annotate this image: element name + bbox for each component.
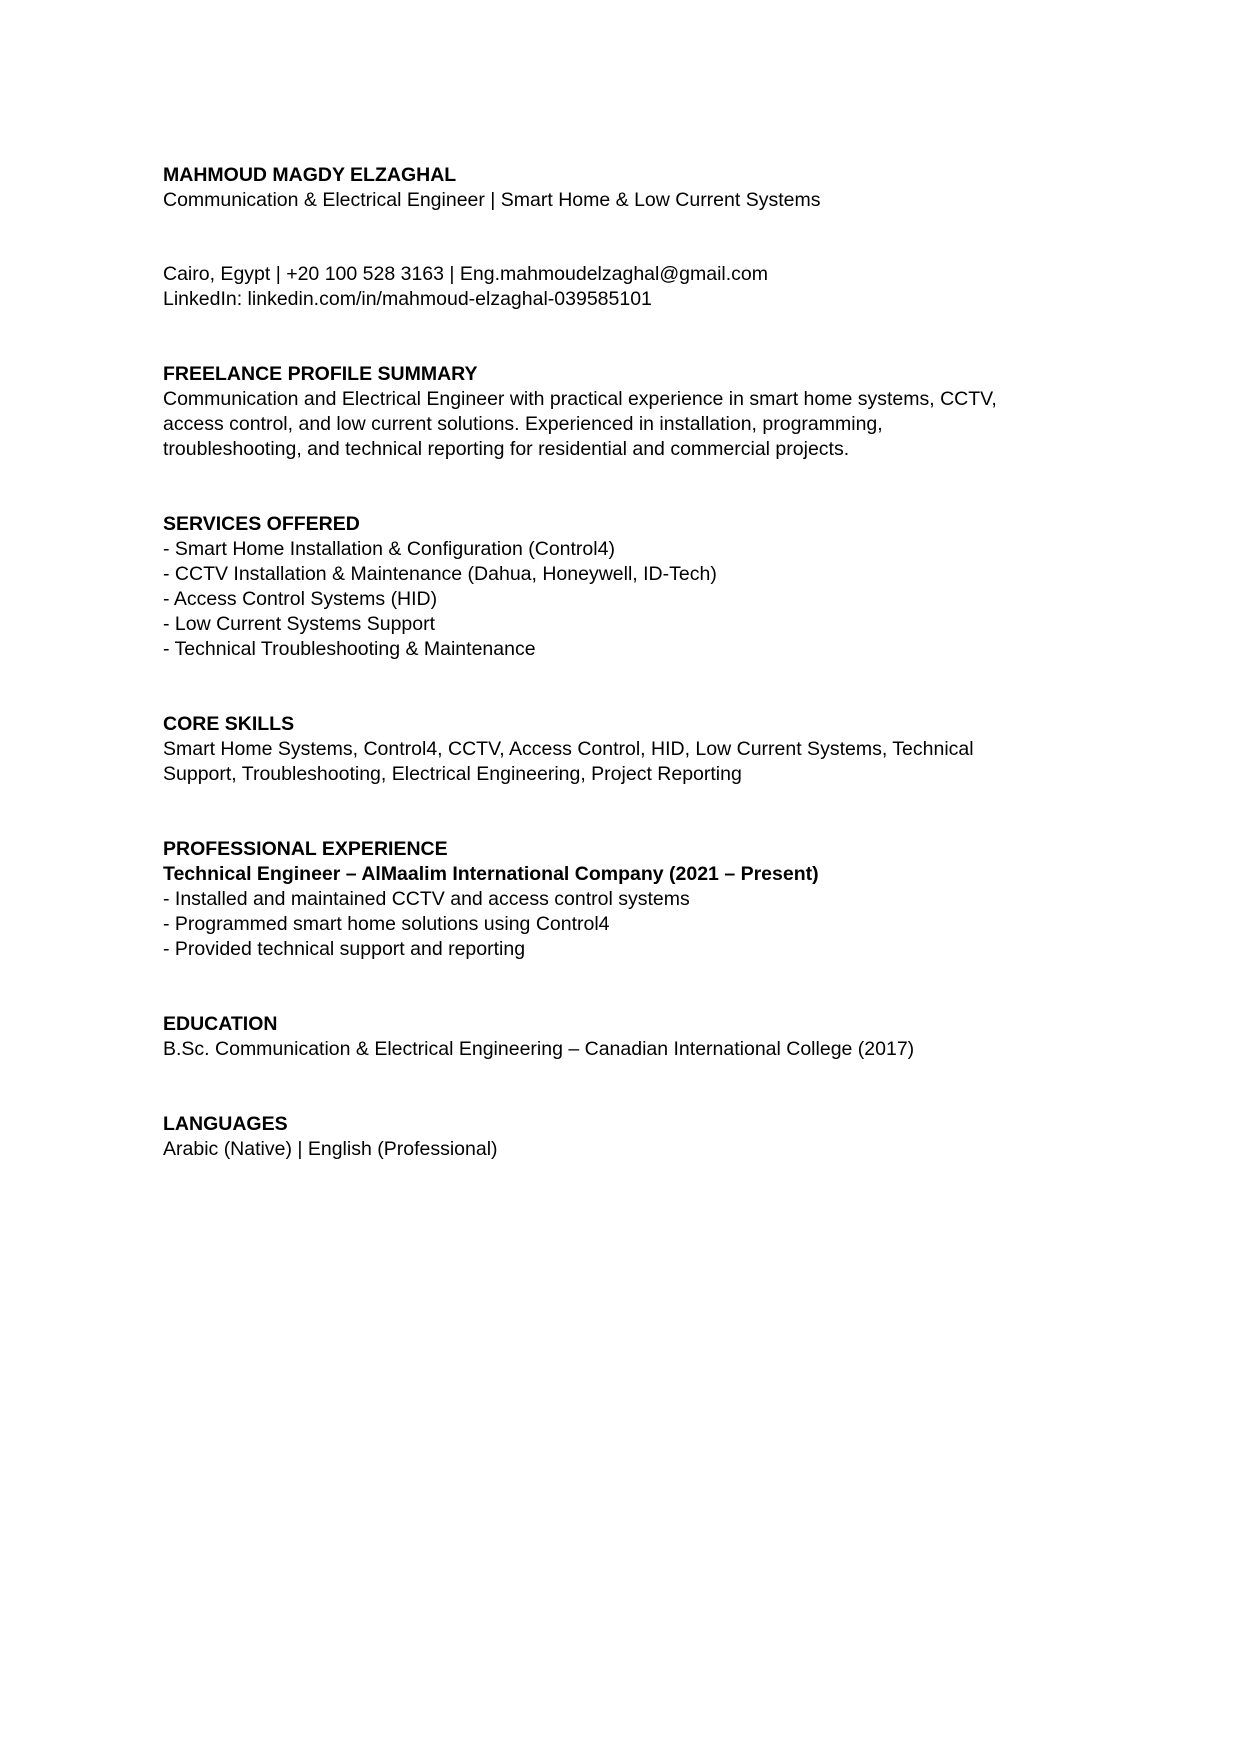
list-item: - CCTV Installation & Maintenance (Dahua, Honeywell, ID-Tech) [163, 563, 717, 585]
contact-section [163, 262, 1083, 312]
list-item: - Smart Home Installation & Configuration (Control4) [163, 538, 615, 560]
education-line: B.Sc. Communication & Electrical Engineering – Canadian International College (2017) [163, 1038, 915, 1060]
contact-line: Cairo, Egypt | +20 100 528 3163 | Eng.mahmoudelzaghal@gmail.com [163, 263, 768, 285]
list-item: - Programmed smart home solutions using Control4 [163, 913, 610, 935]
experience-role: Technical Engineer – AlMaalim International Company (2021 – Present) [163, 863, 819, 885]
experience-list [163, 887, 1083, 962]
list-item: - Technical Troubleshooting & Maintenance [163, 638, 536, 660]
services-heading: SERVICES OFFERED [163, 513, 360, 535]
summary-line: troubleshooting, and technical reporting for residential and commercial projects. [163, 438, 850, 460]
skills-heading: CORE SKILLS [163, 713, 295, 735]
skills-line: Support, Troubleshooting, Electrical Engineering, Project Reporting [163, 763, 742, 785]
languages-line: Arabic (Native) | English (Professional) [163, 1138, 498, 1160]
list-item: - Low Current Systems Support [163, 613, 436, 635]
summary-line: Communication and Electrical Engineer with practical experience in smart home systems, CCTV, [163, 388, 997, 410]
experience-heading: PROFESSIONAL EXPERIENCE [163, 838, 448, 860]
summary-section [163, 362, 1083, 462]
education-section [163, 1012, 1083, 1062]
summary-heading: FREELANCE PROFILE SUMMARY [163, 363, 478, 385]
candidate-name: MAHMOUD MAGDY ELZAGHAL [163, 164, 457, 186]
experience-section [163, 837, 1083, 962]
languages-heading: LANGUAGES [163, 1113, 288, 1135]
services-section [163, 512, 1083, 662]
skills-section [163, 712, 1083, 787]
resume-content [163, 163, 1083, 1162]
candidate-tagline: Communication & Electrical Engineer | Smart Home & Low Current Systems [163, 189, 821, 211]
languages-section [163, 1112, 1083, 1162]
list-item: - Access Control Systems (HID) [163, 588, 438, 610]
summary-line: access control, and low current solutions. Experienced in installation, programming, [163, 413, 883, 435]
list-item: - Provided technical support and reporting [163, 938, 526, 960]
education-heading: EDUCATION [163, 1013, 278, 1035]
header-section [163, 163, 1083, 213]
services-list [163, 537, 1083, 662]
linkedin-line: LinkedIn: linkedin.com/in/mahmoud-elzaghal-039585101 [163, 288, 652, 310]
skills-line: Smart Home Systems, Control4, CCTV, Access Control, HID, Low Current Systems, Technical [163, 738, 974, 760]
list-item: - Installed and maintained CCTV and access control systems [163, 888, 690, 910]
